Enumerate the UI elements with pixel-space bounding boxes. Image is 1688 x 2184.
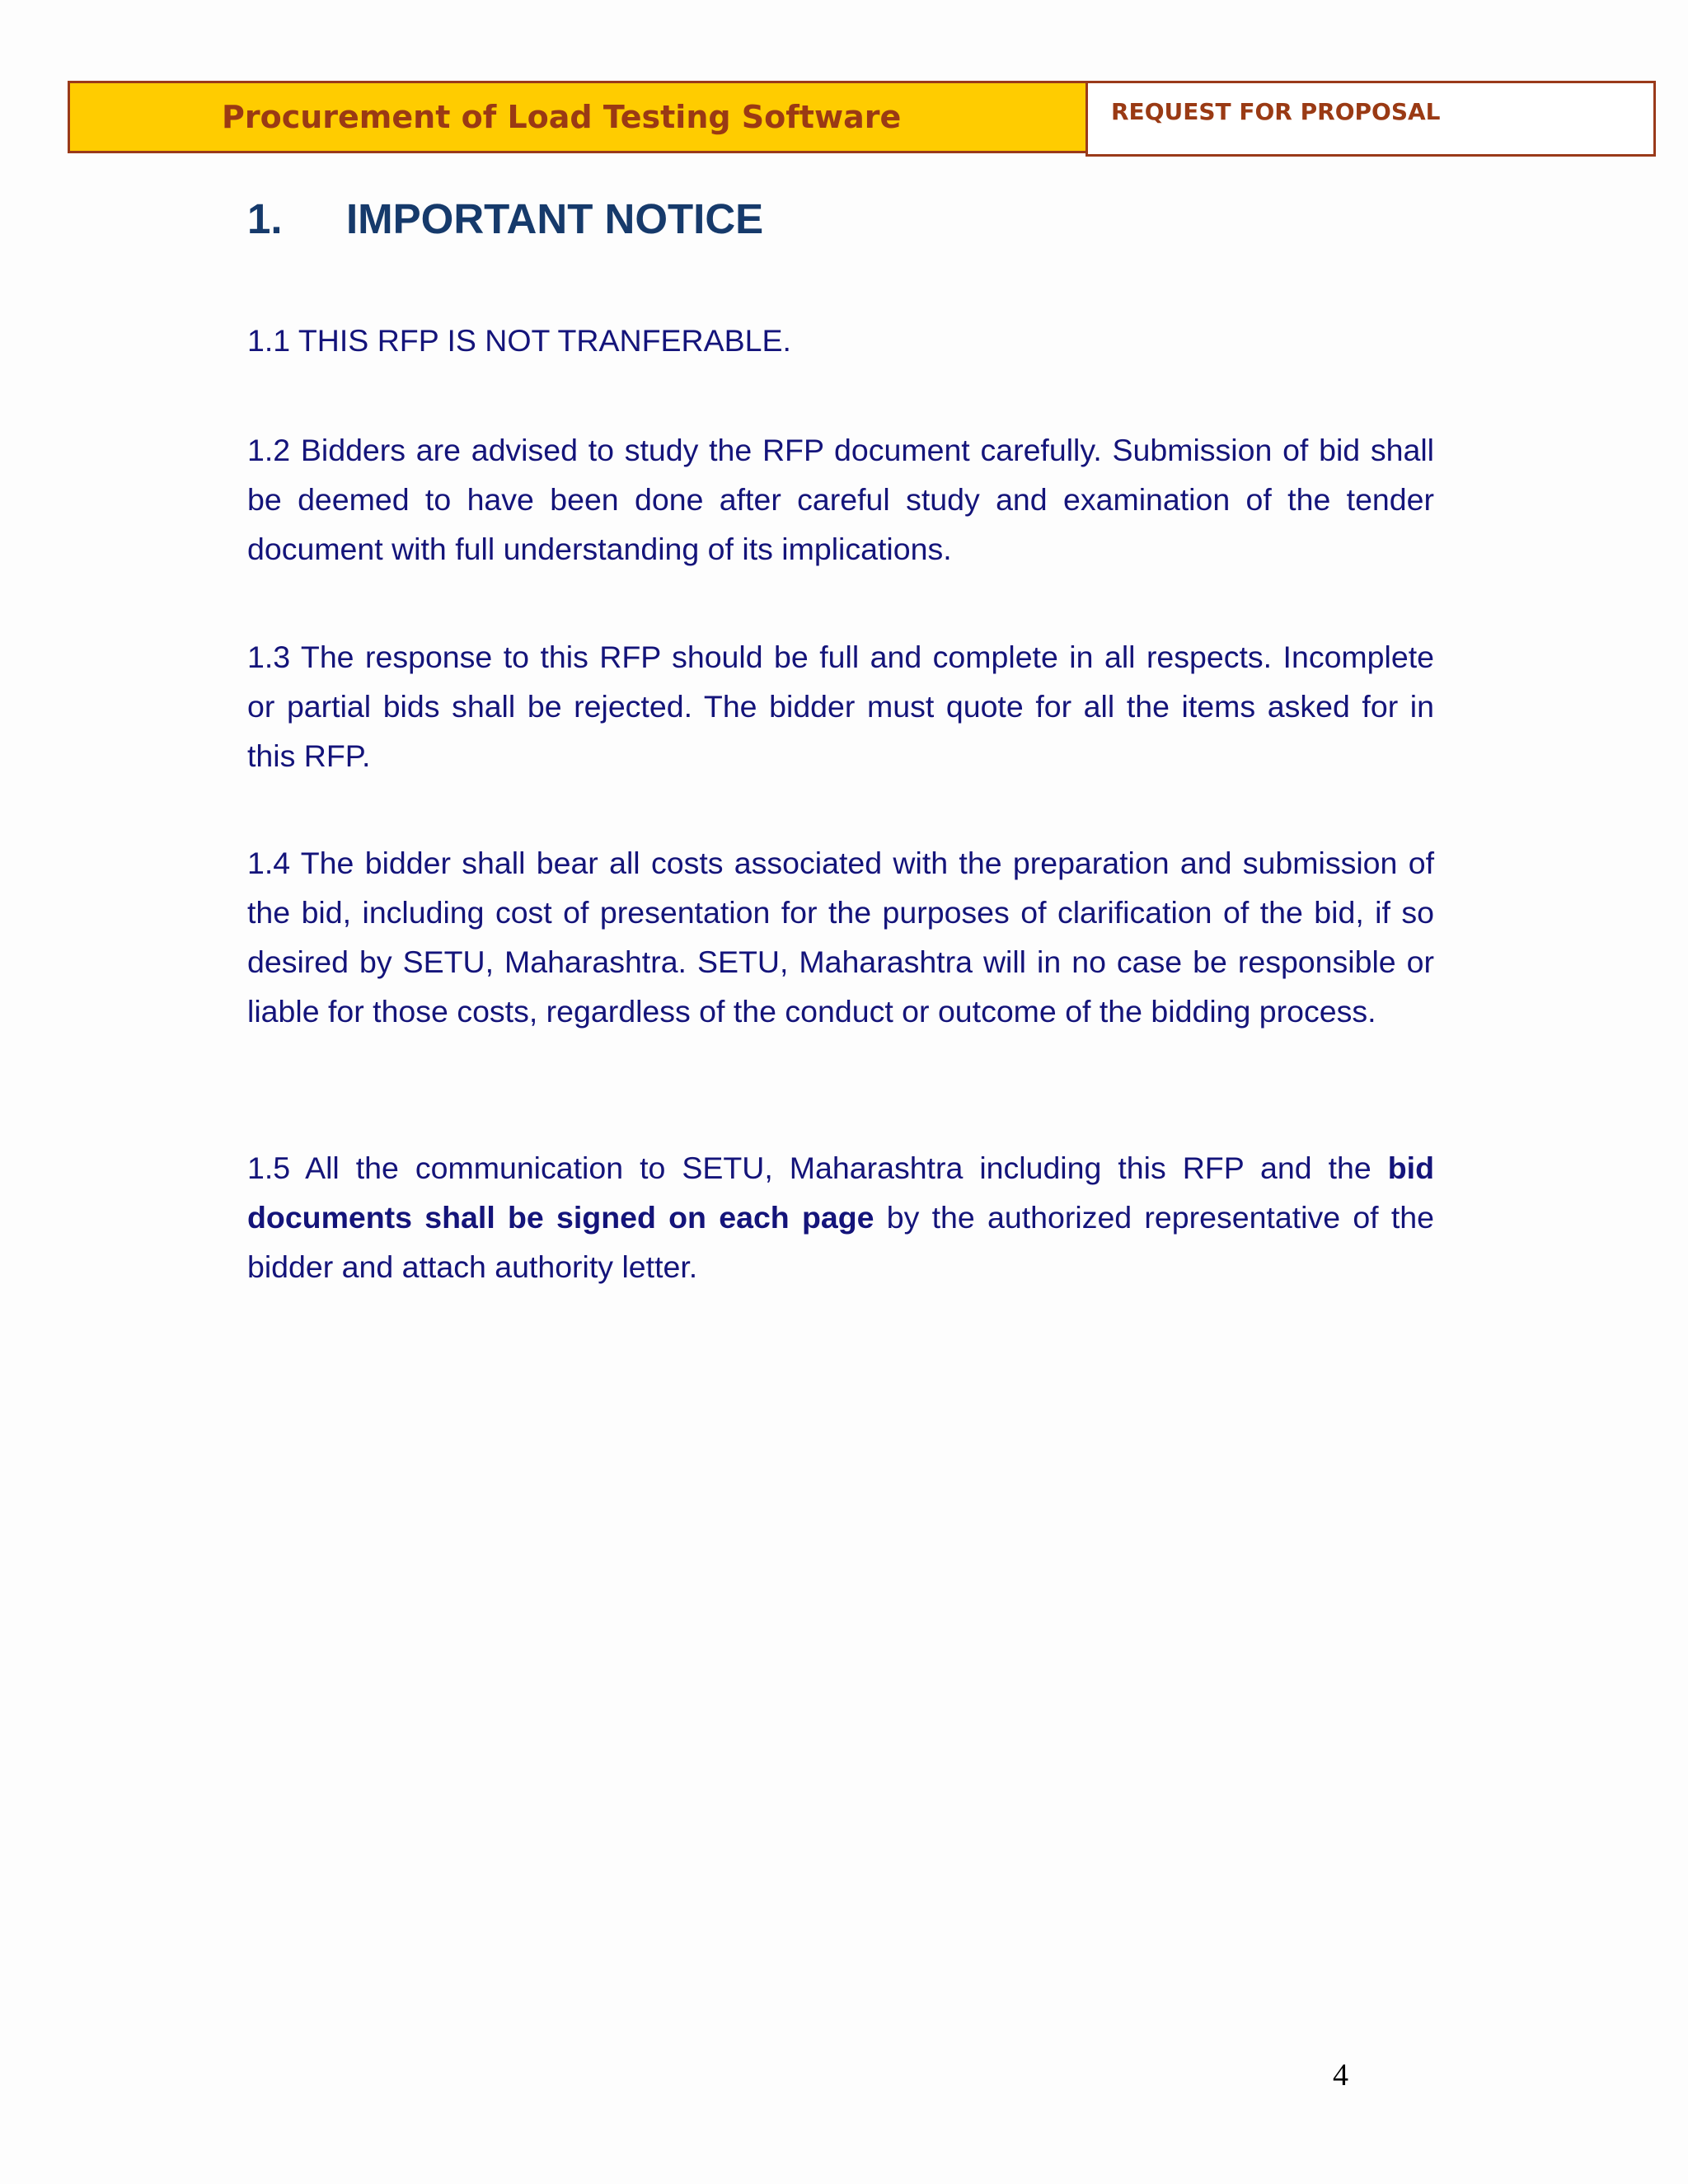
section-heading [247, 194, 763, 243]
paragraph-1-5 [247, 1143, 1434, 1291]
paragraph-1-2: 1.2 Bidders are advised to study the RFP document carefully. Submission of bid shall be deemed to have been done after careful study and examination of the tender document with full understanding of its implications. [247, 433, 1434, 566]
header-doctype-box [1085, 81, 1656, 157]
page-number: 4 [1333, 2058, 1348, 2093]
header-title-box [68, 81, 1088, 153]
paragraph-1-5-start: 1.5 All the communication to SETU, Maharashtra including this RFP and the [247, 1151, 1388, 1185]
paragraph-1-3: 1.3 The response to this RFP should be full and complete in all respects. Incomplete or partial bids shall be rejected. The bidder must quote for all the items asked for in this RFP. [247, 640, 1434, 773]
section-number: 1. [247, 195, 283, 242]
paragraph-1-5-end: by the authorized representative of the bidder and attach authority letter. [247, 1200, 1434, 1284]
document-type: REQUEST FOR PROPOSAL [1111, 98, 1441, 125]
paragraph-1-1: 1.1 THIS RFP IS NOT TRANFERABLE. [247, 323, 791, 358]
paragraph-1-5-emphasis: bid documents shall be signed on each page [247, 1151, 1434, 1235]
document-title: Procurement of Load Testing Software [222, 99, 902, 135]
paragraph-1-4: 1.4 The bidder shall bear all costs associated with the preparation and submission of the bid, including cost of presentation for the purposes of clarification of the bid, if so desired by SETU, Maharashtra. SETU, Maharashtra will in no case be responsible or liable for those costs, regardless of the conduct or outcome of the bidding process. [247, 846, 1434, 1029]
section-title: IMPORTANT NOTICE [346, 195, 764, 242]
